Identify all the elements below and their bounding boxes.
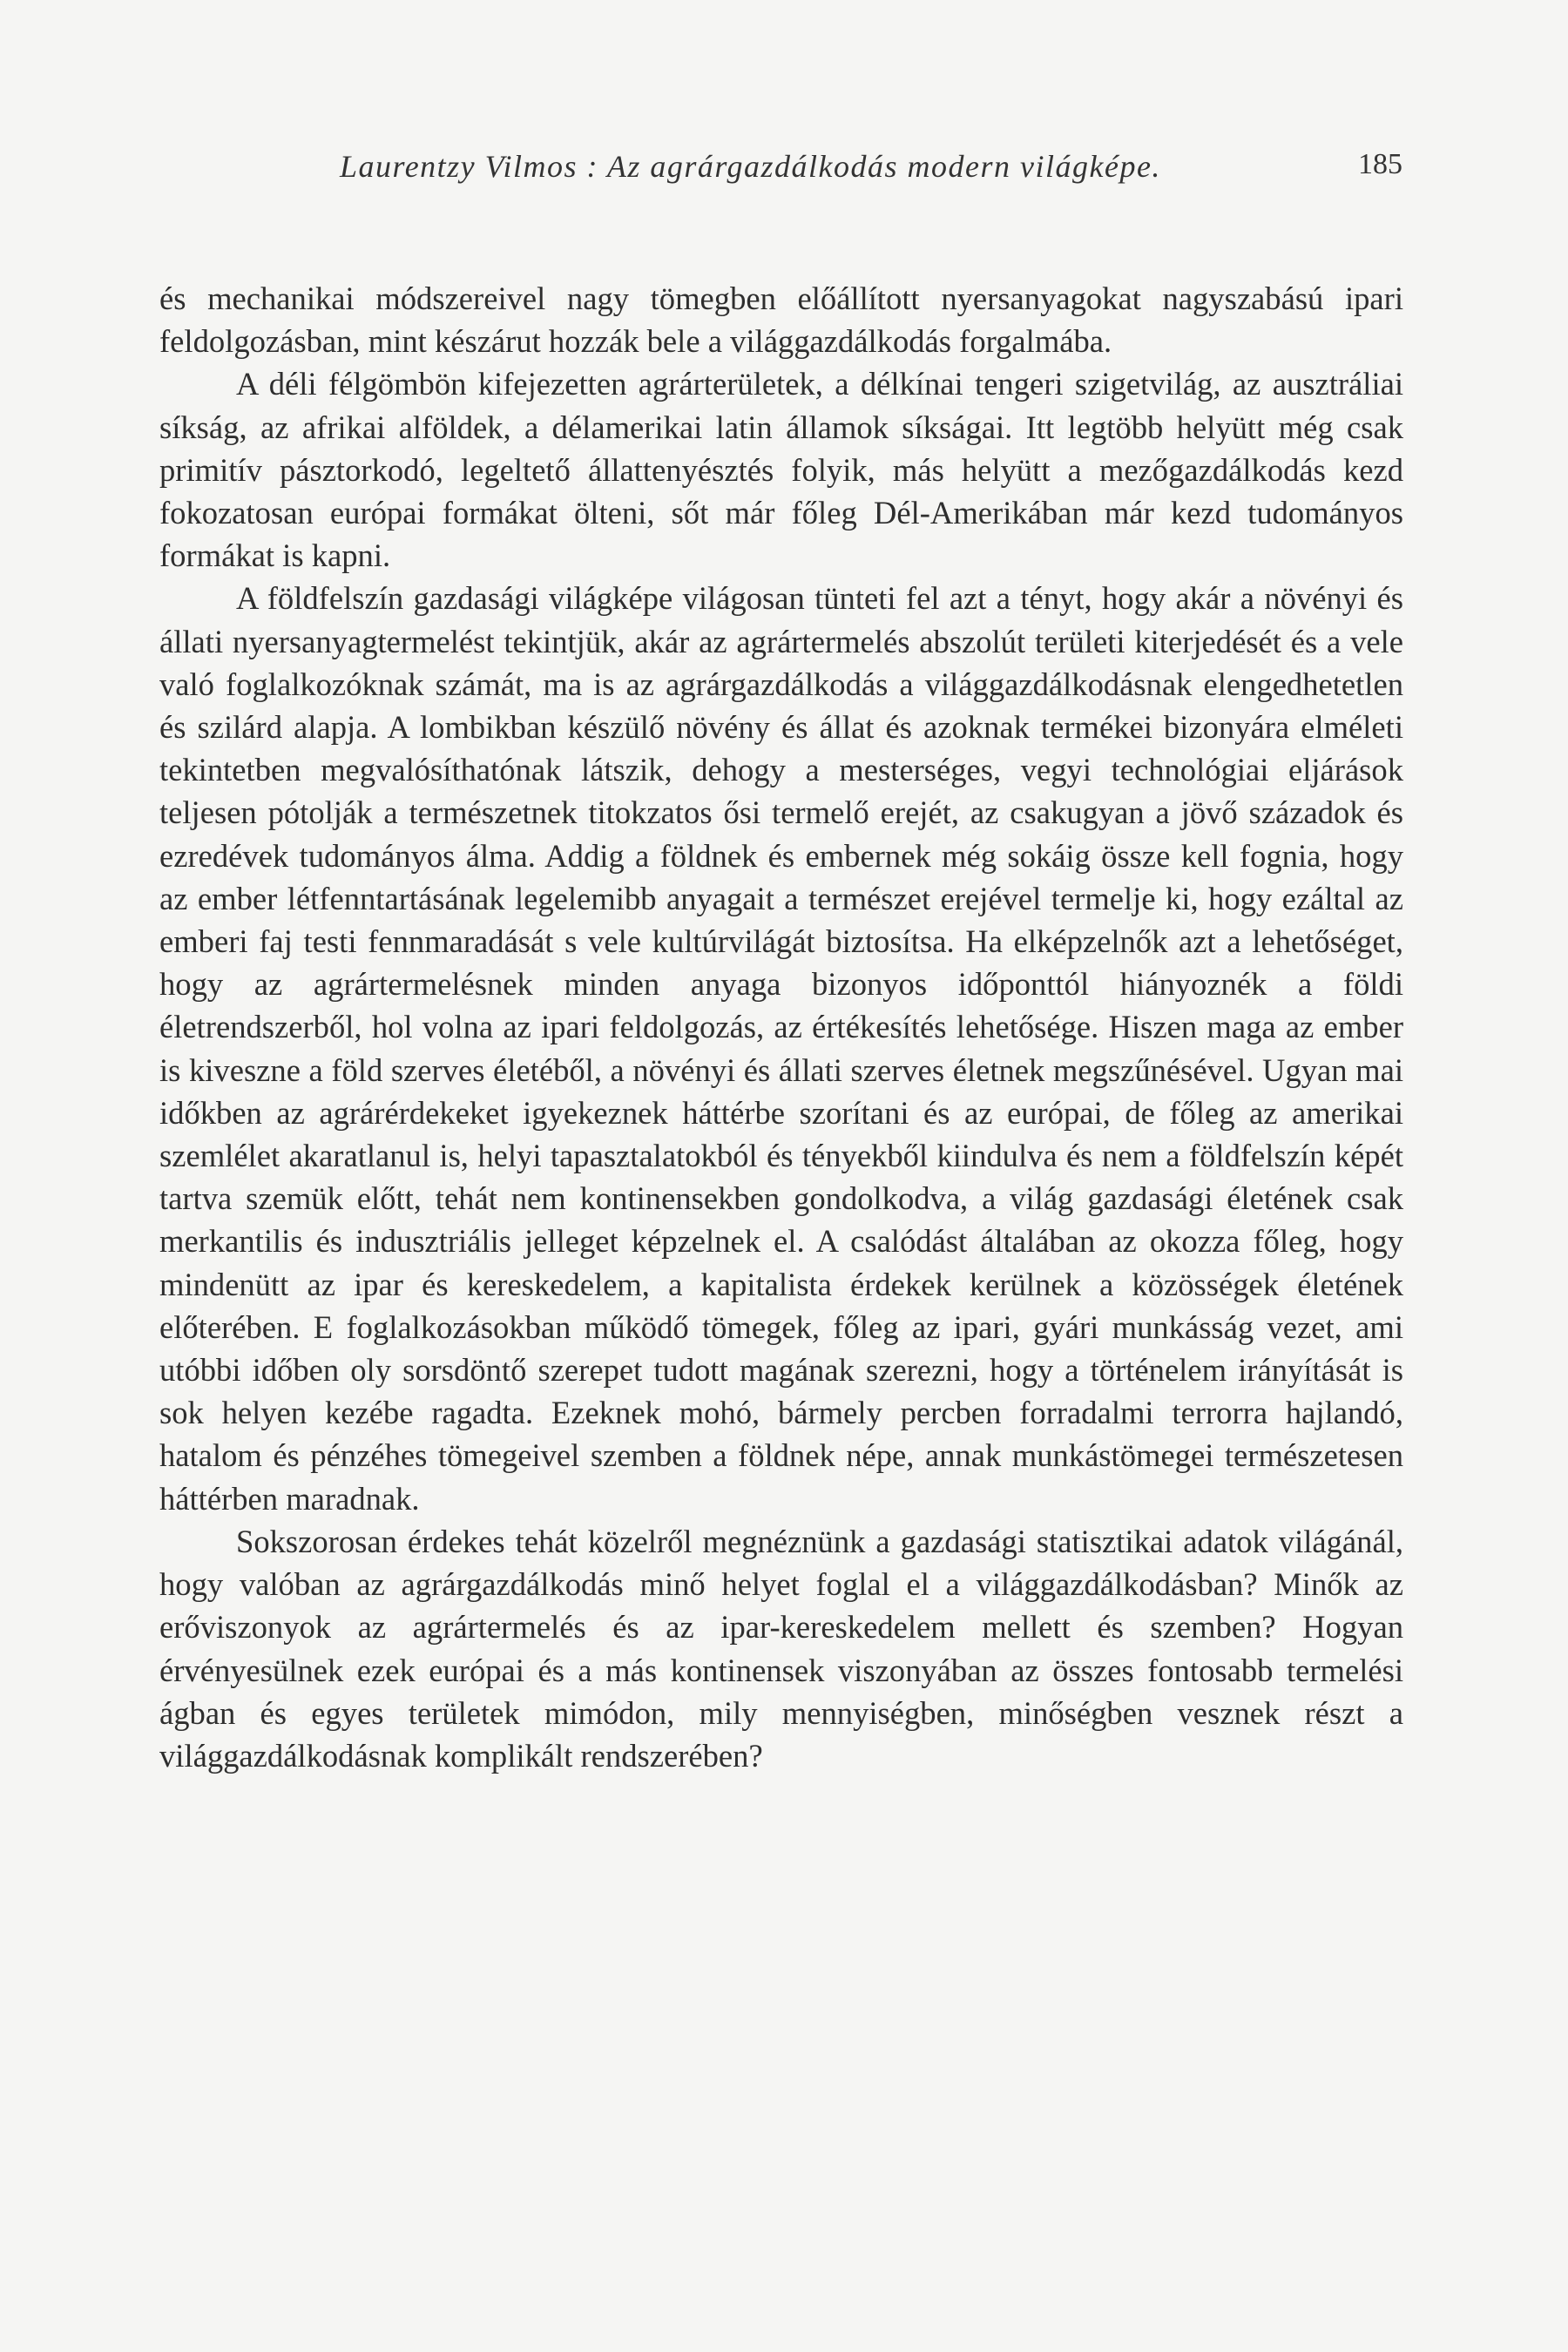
header-title: Laurentzy Vilmos : Az agrárgazdálkodás modern világképe. [340,149,1161,184]
paragraph-1: és mechanikai módszereivel nagy tömegben előállított nyersanyagokat nagyszabású ipari feldolgozásban, mint készárut hozzák bele a világgazdálkodás forgalmába. [159,280,1403,360]
paragraph-3: A földfelszín gazdasági világképe világosan tünteti fel azt a tényt, hogy akár a növényi és állati nyersanyagtermelést tekintjük, akár az agrártermelés abszolút területi kiterjedését és a vele való foglalkozóknak számát, ma is az agrárgazdálkodás a világgazdálkodásnak elengedhetetlen és szilárd alapja. A lombikban készülő növény és állat és azoknak termékei bizonyára elméleti tekintetben megvalósíthatónak látszik, dehogy a mesterséges, vegyi technológiai eljárások teljesen pótolják a természetnek titokzatos ősi termelő erejét, az csakugyan a jövő századok és ezredévek tudományos álma. Addig a földnek és embernek még sokáig össze kell fognia, hogy az ember létfenntartásának legelemibb anyagait a természet erejével termelje ki, hogy ezáltal az emberi faj testi fennmaradását s vele kultúrvilágát biztosítsa. Ha elképzelnők azt a lehetőséget, hogy az agrártermelésnek minden anyaga bizonyos időponttól hiányoznék a földi életrendszerből, hol volna az ipari feldolgozás, az értékesítés lehetősége. Hiszen maga az ember is kiveszne a föld szerves életéből, a növényi és állati szerves életnek megszűnésével. Ugyan mai időkben az agrárérdekeket igyekeznek háttérbe szorítani és az európai, de főleg az amerikai szemlélet akaratlanul is, helyi tapasztalatokból és tényekből kiindulva és nem a földfelszín képét tartva szemük előtt, tehát nem kontinensekben gondolkodva, a világ gazdasági életének csak merkantilis és indusztriális jelleget képzelnek el. A csalódást általában az okozza főleg, hogy mindenütt az ipar és kereskedelem, a kapitalista érdekek kerülnek a közösségek életének előterében. E foglalkozásokban működő tömegek, főleg az ipari, gyári munkásság vezet, ami utóbbi időben oly sorsdöntő szerepet tudott magának szerezni, hogy a történelem irányítását is sok helyen kezébe ragadta. Ezeknek mohó, bármely percben forradalmi terrorra hajlandó, hatalom és pénzéhes tömegeivel szemben a földnek népe, annak munkástömegei természetesen háttérben maradnak. [159,580,1403,1517]
paragraph-2: A déli félgömbön kifejezetten agrárterületek, a délkínai tengeri szigetvilág, az ausztráliai síkság, az afrikai alföldek, a délamerikai latin államok síkságai. Itt legtöbb helyütt még csak primitív pásztorkodó, legeltető állattenyésztés folyik, más helyütt a mezőgazdálkodás kezd fokozatosan európai formákat ölteni, sőt már főleg Dél-Amerikában már kezd tudományos formákat is kapni. [159,366,1403,574]
body-text [159,277,1403,1777]
page-number: 185 [1358,148,1402,180]
paragraph-4: Sokszorosan érdekes tehát közelről megnéznünk a gazdasági statisztikai adatok világánál, hogy valóban az agrárgazdálkodás minő helyet foglal el a világgazdálkodásban? Minők az erőviszonyok az agrártermelés és az ipar-kereskedelem mellett és szemben? Hogyan érvényesülnek ezek európai és a más kontinensek viszonyában az összes fontosabb termelési ágban és egyes területek mimódon, mily mennyiségben, minőségben vesznek részt a világgazdálkodásnak komplikált rendszerében? [159,1523,1403,1774]
running-header [157,148,1402,200]
